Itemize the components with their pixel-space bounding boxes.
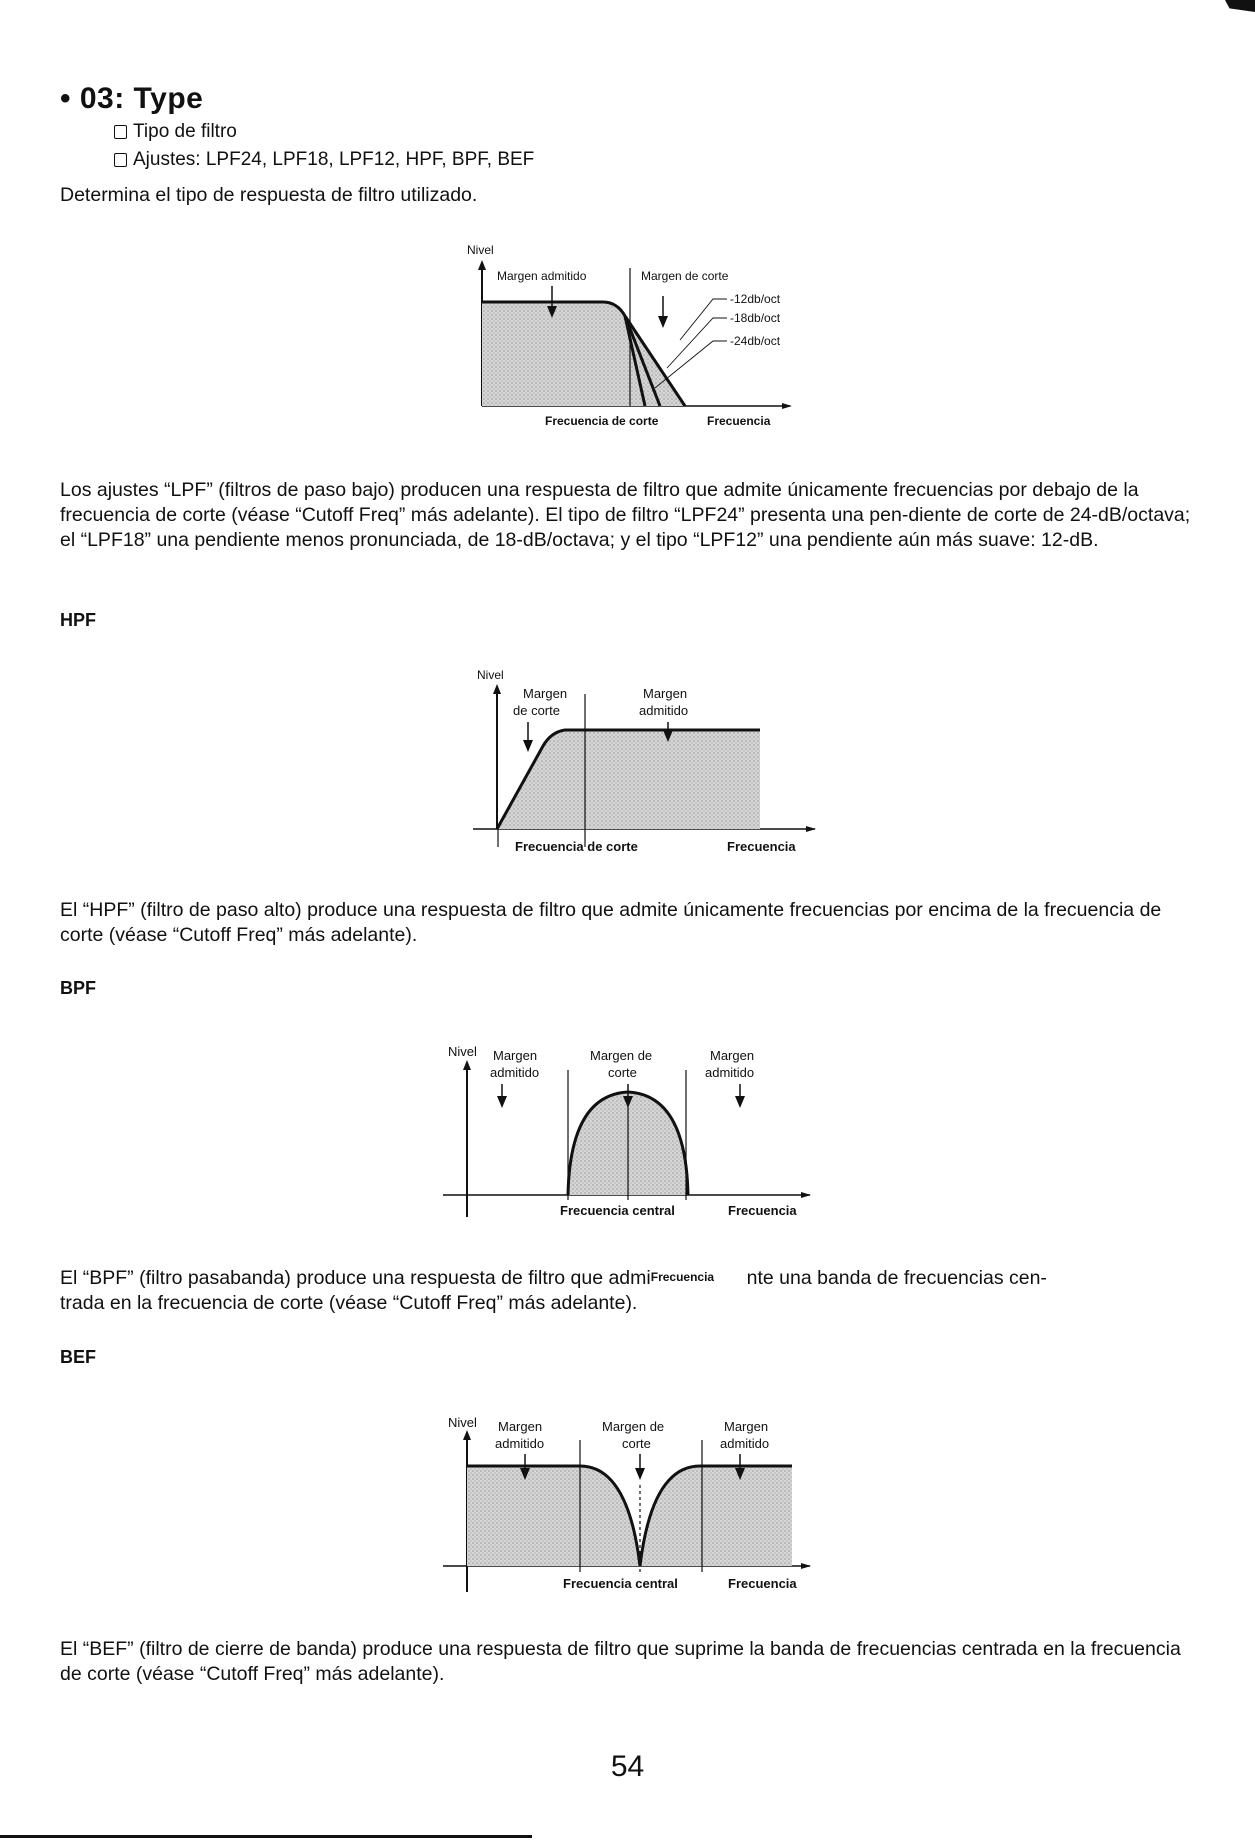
arrow-down-icon-head [497,1096,507,1108]
lpf-description: Los ajustes “LPF” (filtros de paso bajo) producen una respuesta de filtro que admite únicamente frecuencias por debajo de la frecuencia de corte (véase “Cutoff Freq” más adelante). El tipo de filtro “LPF24” presenta una pen-diente de corte de 24-dB/octava; el “LPF18” una pendiente menos pronunciada, de 18-dB/octava; y el tipo “LPF12” una pendiente aún más suave: 12-dB. [60,479,1191,551]
bpf-margen-admitido-1: Margen [493,1048,538,1063]
arrow-up-icon [478,260,486,270]
bef-frecuencia: Frecuencia [728,1576,797,1591]
bef-freq-central: Frecuencia central [563,1576,678,1591]
arrow-up-icon [493,684,501,694]
checkbox-icon [114,153,127,167]
bullet-ajustes [114,149,534,171]
arrow-down-icon-head [735,1096,745,1108]
bullet-tipo [114,121,237,143]
intro-text: Determina el tipo de respuesta de filtro utilizado. [60,184,478,206]
arrow-right-icon [806,826,816,832]
bpf-text-c: trada en la frecuencia de corte (véase “Cutoff Freq” más adelante). [60,1292,638,1314]
lpf-freq-corte: Frecuencia de corte [545,414,659,428]
lpf-diagram [455,238,805,433]
hpf-passband-area [497,730,760,829]
lpf-margen-admitido: Margen admitido [497,269,587,283]
bef-description: El “BEF” (filtro de cierre de banda) produce una respuesta de filtro que suprime la banda de frecuencias centrada en la frecuencia de corte (véase “Cutoff Freq” más adelante). [60,1638,1181,1685]
hpf-margen-corte-2: de corte [513,703,560,718]
arrow-down-icon-head [635,1468,645,1480]
bpf-text-a: El “BPF” (filtro pasabanda) produce una respuesta de filtro que admi [60,1267,651,1289]
bef-margen-admitido-r2: admitido [720,1436,770,1451]
hpf-description: El “HPF” (filtro de paso alto) produce una respuesta de filtro que admite únicamente frecuencias por encima de la frecuencia de corte (véase “Cutoff Freq” más adelante). [60,899,1162,946]
bpf-diagram [440,1040,820,1225]
bpf-frecuencia: Frecuencia [728,1203,797,1218]
arrow-right-icon [801,1192,811,1198]
bpf-margen-admitido-2: admitido [490,1065,540,1080]
arrow-down-icon-head [523,740,533,752]
lpf-slope-12: -12db/oct [730,292,781,306]
arrow-up-icon [463,1060,471,1070]
lpf-slope-18: -18db/oct [730,311,781,325]
hpf-frecuencia: Frecuencia [727,839,796,854]
hpf-label: HPF [60,610,96,630]
bef-diagram [440,1410,820,1600]
bpf-text-b: nte una banda de frecuencias cen- [746,1267,1047,1289]
arrow-up-icon [463,1430,471,1440]
section-heading: • 03: Type [60,82,204,115]
lpf-margen-corte: Margen de corte [641,269,729,283]
bpf-overlay-label: Frecuencia [650,1270,715,1284]
bef-margen-corte-1: Margen de [602,1419,665,1434]
bef-nivel-label: Nivel [448,1415,477,1430]
bullet-tipo-text: Tipo de filtro [133,121,237,142]
bpf-nivel-label: Nivel [448,1044,477,1059]
bpf-margen-corte-1: Margen de [590,1048,653,1063]
bpf-margen-admitido-r1: Margen [710,1048,755,1063]
lpf-nivel-label: Nivel [467,243,494,257]
hpf-freq-corte: Frecuencia de corte [515,839,638,854]
checkbox-icon [114,125,127,139]
bef-margen-admitido-r1: Margen [724,1419,769,1434]
hpf-diagram [465,664,825,864]
bpf-freq-central: Frecuencia central [560,1203,675,1218]
arrow-right-icon [801,1563,811,1569]
lpf-frecuencia: Frecuencia [707,414,771,428]
bpf-margen-admitido-r2: admitido [705,1065,755,1080]
bullet-ajustes-text: Ajustes: LPF24, LPF18, LPF12, HPF, BPF, BEF [133,149,535,170]
corner-tab-mark [1225,0,1255,12]
lpf-slope-24: -24db/oct [730,334,781,348]
bef-margen-admitido-2: admitido [495,1436,545,1451]
bpf-label: BPF [60,978,96,998]
hpf-margen-admitido-1: Margen [643,686,688,701]
bottom-rule [0,1835,532,1838]
bpf-description [60,1265,1200,1316]
bef-margen-admitido-1: Margen [498,1419,543,1434]
hpf-margen-admitido-2: admitido [639,703,689,718]
page-number: 54 [610,1750,645,1783]
arrow-down-icon-head [658,316,668,328]
hpf-nivel-label: Nivel [477,668,504,682]
bef-margen-corte-2: corte [622,1436,651,1451]
hpf-margen-corte-1: Margen [523,686,568,701]
bpf-margen-corte-2: corte [608,1065,637,1080]
arrow-right-icon [782,403,792,409]
bef-label: BEF [60,1347,96,1367]
